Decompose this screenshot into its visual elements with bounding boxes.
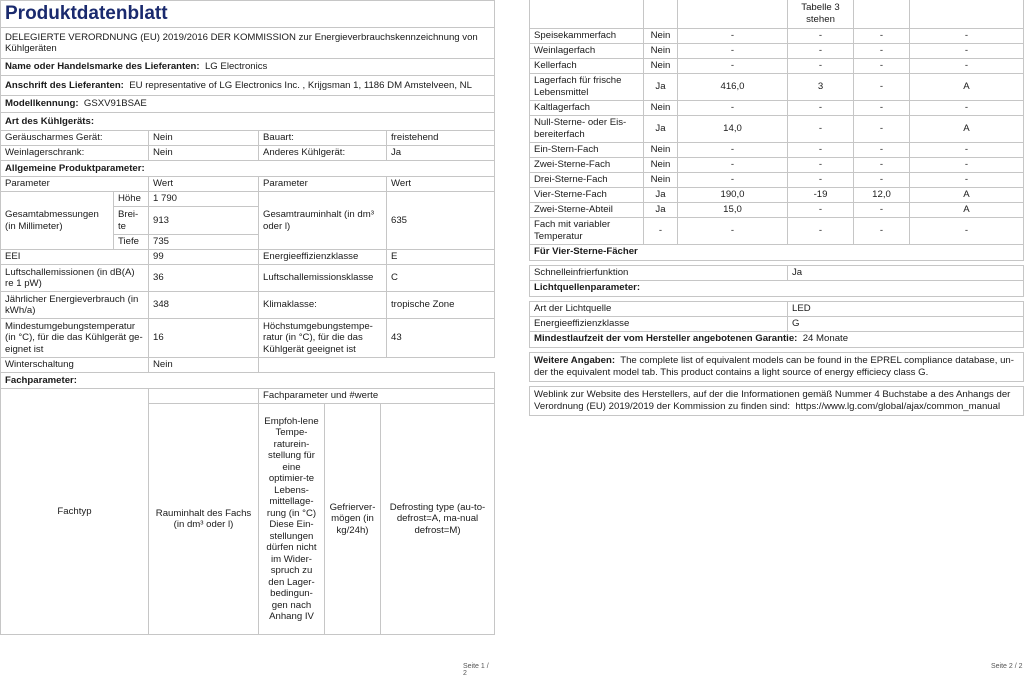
compartment-defrost: - (910, 172, 1024, 187)
compartment-row (530, 43, 1024, 58)
compartment-name: Weinlagerfach (530, 43, 644, 58)
low-noise-label: Geräuscharmes Gerät: (1, 131, 149, 146)
compartment-volume: 15,0 (678, 202, 788, 217)
compartment-temp: - (788, 142, 854, 157)
further-info-text: The complete list of equivalent models can be found in the EPREL compliance database, un-der the equivalent model tab. This product contains a light source of energy efficiecy class G. (534, 355, 1014, 378)
compartment-params-header: Fachparameter und #werte (259, 389, 495, 404)
compartment-freeze: 12,0 (854, 187, 910, 202)
weblink-text: Weblink zur Website des Herstellers, auf der die Informationen gemäß Nummer 4 Buchstabe a des Anhangs der Verordnung (EU) 2019/2019 der Kommission zu finden sind: (534, 389, 1011, 412)
eei-label: EEI (1, 250, 149, 265)
depth-label: Tiefe (114, 235, 149, 250)
light-source-heading: Lichtquellenparameter: (530, 280, 1024, 296)
compartment-name: Speisekammerfach (530, 28, 644, 43)
compartment-present: Nein (644, 172, 678, 187)
compartment-temp: -19 (788, 187, 854, 202)
compartment-temp: - (788, 100, 854, 115)
compartment-present: Ja (644, 202, 678, 217)
compartment-table (529, 0, 1024, 245)
dimensions-label: Gesamtabmessungen (in Millimeter) (1, 192, 114, 250)
compartment-temp: - (788, 202, 854, 217)
compartment-name: Kaltlagerfach (530, 100, 644, 115)
page-title: Produktdatenblatt (1, 1, 495, 28)
compartment-freeze: - (854, 43, 910, 58)
supplier-value: LG Electronics (204, 61, 268, 73)
light-class-value: G (788, 316, 1024, 331)
compartment-defrost: - (910, 58, 1024, 73)
compartment-row (530, 58, 1024, 73)
eei-value: 99 (149, 250, 259, 265)
max-temp-value: 43 (387, 319, 495, 358)
value-header: Wert (149, 177, 259, 192)
light-type-label: Art der Lichtquelle (530, 301, 788, 316)
compartment-freeze: - (854, 157, 910, 172)
compartment-defrost: - (910, 142, 1024, 157)
compartment-name: Kellerfach (530, 58, 644, 73)
compartment-temp: 3 (788, 73, 854, 100)
compartment-defrost: - (910, 43, 1024, 58)
noise-class-label: Luftschallemissionsklasse (259, 265, 387, 292)
compartment-name: Fach mit variabler Temperatur (530, 217, 644, 244)
wine-cabinet-label: Weinlagerschrank: (1, 146, 149, 161)
winter-switch-value: Nein (149, 358, 259, 373)
compartment-freeze: - (854, 142, 910, 157)
compartment-heading: Fachparameter: (1, 373, 495, 389)
compartment-freeze: - (854, 58, 910, 73)
param-header-2: Parameter (259, 177, 387, 192)
supplier-row: Name oder Handelsmarke des Lieferanten: LG Electronics (1, 59, 495, 76)
compartment-volume: - (678, 43, 788, 58)
compartment-volume: - (678, 142, 788, 157)
compartment-freeze: - (854, 217, 910, 244)
compartment-volume: 416,0 (678, 73, 788, 100)
regulation-text: DELEGIERTE VERORDNUNG (EU) 2019/2016 DER KOMMISSION zur Energieverbrauchskennzeichnung von Kühlgeräten (1, 28, 495, 59)
recommended-temp-header: Empfoh-lene Tempe-raturein-stellung für eine optimier-te Lebens-mittellage-rung (in °C) Diese Ein-stellungen dürfen nicht im Wider-spruch zu den Lager-bedingun-gen nach Anhang IV (259, 404, 325, 635)
compartment-defrost: A (910, 202, 1024, 217)
compartment-defrost: A (910, 73, 1024, 100)
address-row: Anschrift des Lieferanten: EU representative of LG Electronics Inc. , Krijgsman 1, 1186 DM Amstelveen, NL (1, 76, 495, 96)
four-star-heading: Für Vier-Sterne-Fächer (530, 244, 1024, 260)
compartment-present: Nein (644, 142, 678, 157)
compartment-defrost: A (910, 115, 1024, 142)
type-heading: Art des Kühlgeräts: (1, 113, 495, 131)
energy-consumption-value: 348 (149, 292, 259, 319)
fast-freeze-value: Ja (788, 265, 1024, 280)
min-temp-value: 16 (149, 319, 259, 358)
light-type-value: LED (788, 301, 1024, 316)
compartment-row (530, 217, 1024, 244)
design-value: freistehend (387, 131, 495, 146)
compartment-freeze: - (854, 115, 910, 142)
min-temp-label: Mindestumgebungstemperatur (in °C), für die das Kühlgerät ge-eignet ist (1, 319, 149, 358)
compartment-volume-header: Rauminhalt des Fachs (in dm³ oder l) (149, 404, 259, 635)
depth-value: 735 (149, 235, 259, 250)
compartment-freeze: - (854, 73, 910, 100)
noise-label: Luftschallemissionen (in dB(A) re 1 pW) (1, 265, 149, 292)
compartment-row (530, 202, 1024, 217)
general-params-heading: Allgemeine Produktparameter: (1, 161, 495, 177)
defrosting-type-header: Defrosting type (au-to-defrost=A, ma-nual defrost=M) (381, 404, 495, 635)
compartment-row (530, 73, 1024, 100)
compartment-temp: - (788, 58, 854, 73)
light-class-label: Energieeffizienzklasse (530, 316, 788, 331)
compartment-temp: - (788, 43, 854, 58)
other-appliance-value: Ja (387, 146, 495, 161)
compartment-volume: - (678, 28, 788, 43)
width-label: Brei-te (114, 207, 149, 235)
compartment-type-header: Fachtyp (1, 389, 149, 635)
other-appliance-label: Anderes Kühlgerät: (259, 146, 387, 161)
width-value: 913 (149, 207, 259, 235)
compartment-name: Drei-Sterne-Fach (530, 172, 644, 187)
compartment-present: Nein (644, 28, 678, 43)
compartment-volume: - (678, 157, 788, 172)
compartment-name: Lagerfach für frische Lebensmittel (530, 73, 644, 100)
compartment-name: Vier-Sterne-Fach (530, 187, 644, 202)
compartment-defrost: - (910, 28, 1024, 43)
freezing-capacity-header: Gefrierver-mögen (in kg/24h) (325, 404, 381, 635)
model-value: GSXV91BSAE (83, 98, 147, 110)
compartment-volume: 190,0 (678, 187, 788, 202)
compartment-volume: - (678, 217, 788, 244)
compartment-volume: 14,0 (678, 115, 788, 142)
winter-switch-label: Winterschaltung (1, 358, 149, 373)
compartment-freeze: - (854, 172, 910, 187)
energy-class-value: E (387, 250, 495, 265)
address-value: EU representative of LG Electronics Inc. , Krijgsman 1, 1186 DM Amstelveen, NL (129, 79, 472, 91)
max-temp-label: Höchstumgebungstempe-ratur (in °C), für die das Kühlgerät geeignet ist (259, 319, 387, 358)
compartment-name: Zwei-Sterne-Fach (530, 157, 644, 172)
climate-class-value: tropische Zone (387, 292, 495, 319)
model-row: Modellkennung: GSXV91BSAE (1, 96, 495, 113)
compartment-freeze: - (854, 202, 910, 217)
compartment-row (530, 172, 1024, 187)
weblink-url[interactable]: https://www.lg.com/global/ajax/common_manual (795, 400, 1001, 412)
compartment-row (530, 28, 1024, 43)
compartment-present: - (644, 217, 678, 244)
compartment-row (530, 157, 1024, 172)
total-volume-value: 635 (387, 192, 495, 250)
datasheet-page-2 (529, 0, 1023, 670)
compartment-defrost: - (910, 157, 1024, 172)
noise-class-value: C (387, 265, 495, 292)
compartment-name: Null-Sterne- oder Eis-bereiterfach (530, 115, 644, 142)
value-header-2: Wert (387, 177, 495, 192)
extra-info-table (529, 244, 1024, 416)
compartment-present: Ja (644, 187, 678, 202)
low-noise-value: Nein (149, 131, 259, 146)
compartment-name: Zwei-Sterne-Abteil (530, 202, 644, 217)
compartment-freeze: - (854, 100, 910, 115)
datasheet-page-1 (0, 0, 494, 677)
compartment-present: Ja (644, 115, 678, 142)
compartment-row (530, 142, 1024, 157)
compartment-temp: - (788, 115, 854, 142)
energy-consumption-label: Jährlicher Energieverbrauch (in kWh/a) (1, 292, 149, 319)
fast-freeze-label: Schnelleinfrierfunktion (530, 265, 788, 280)
height-value: 1 790 (149, 192, 259, 207)
noise-value: 36 (149, 265, 259, 292)
total-volume-label: Gesamtrauminhalt (in dm³ oder l) (259, 192, 387, 250)
compartment-volume: - (678, 58, 788, 73)
compartment-volume: - (678, 172, 788, 187)
design-label: Bauart: (259, 131, 387, 146)
compartment-temp: - (788, 172, 854, 187)
compartment-name: Ein-Stern-Fach (530, 142, 644, 157)
compartment-defrost: - (910, 217, 1024, 244)
page-number: Seite 1 / 2 (463, 663, 489, 677)
compartment-present: Nein (644, 100, 678, 115)
guarantee-row: Mindestlaufzeit der vom Hersteller angebotenen Garantie: 24 Monate (530, 331, 1024, 347)
compartment-row (530, 115, 1024, 142)
compartment-temp: - (788, 157, 854, 172)
further-info: Weitere Angaben: The complete list of equivalent models can be found in the EPREL compliance database, un-der the equivalent model tab. This product contains a light source of energy efficiecy class G. (530, 352, 1024, 381)
compartment-defrost: - (910, 100, 1024, 115)
guarantee-value: 24 Monate (802, 333, 849, 345)
product-info-table (0, 0, 495, 389)
compartment-temp: - (788, 217, 854, 244)
compartment-row (530, 187, 1024, 202)
compartment-present: Ja (644, 73, 678, 100)
compartment-present: Nein (644, 58, 678, 73)
table-continuation-note: Tabelle 3 stehen (788, 0, 854, 28)
param-header: Parameter (1, 177, 149, 192)
compartment-row (530, 100, 1024, 115)
compartment-present: Nein (644, 43, 678, 58)
energy-class-label: Energieeffizienzklasse (259, 250, 387, 265)
height-label: Höhe (114, 192, 149, 207)
climate-class-label: Klimaklasse: (259, 292, 387, 319)
page-number-2: Seite 2 / 2 (991, 663, 1023, 670)
weblink-row (530, 386, 1024, 415)
wine-cabinet-value: Nein (149, 146, 259, 161)
compartment-table-header (0, 388, 495, 635)
compartment-volume: - (678, 100, 788, 115)
compartment-temp: - (788, 28, 854, 43)
compartment-freeze: - (854, 28, 910, 43)
compartment-present: Nein (644, 157, 678, 172)
compartment-defrost: A (910, 187, 1024, 202)
